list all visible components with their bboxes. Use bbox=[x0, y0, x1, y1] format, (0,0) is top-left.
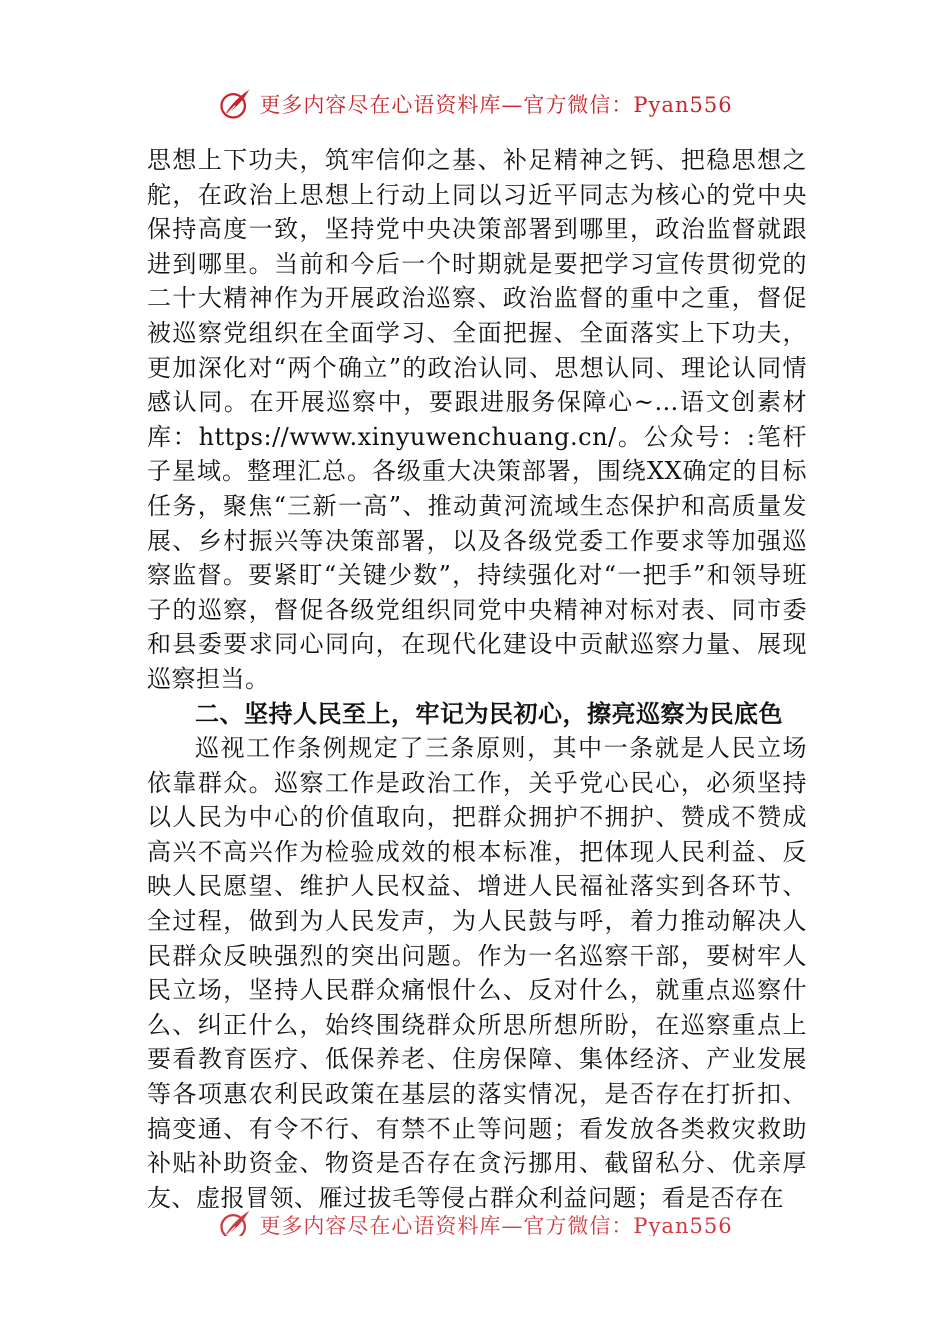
quill-pen-icon bbox=[217, 86, 253, 122]
footer-watermark-text: 更多内容尽在心语资料库—官方微信：Pyan556 bbox=[259, 1214, 733, 1236]
footer-watermark-banner bbox=[0, 1202, 950, 1236]
body-paragraph: 思想上下功夫，筑牢信仰之基、补足精神之钙、把稳思想之舵，在政治上思想上行动上同以习近平同志为核心的党中央保持高度一致，坚持党中央决策部署到哪里，政治监督就跟进到哪里。当前和今后一个时期就是要把学习宣传贯彻党的二十大精神作为开展政治巡察、政治监督的重中之重，督促被巡察党组织在全面学习、全面把握、全面落实上下功夫，更加深化对“两个确立”的政治认同、思想认同、理论认同情感认同。在开展巡察中，要跟进服务保障心~…语文创素材库：https://www.xinyuwenchuang.cn/。公众号：:笔杆子星域。整理汇总。各级重大决策部署，围绕XX确定的目标任务，聚焦“三新一高”、推动黄河流域生态保护和高质量发展、乡村振兴等决策部署，以及各级党委工作要求等加强巡察监督。要紧盯“关键少数”，持续强化对“一把手”和领导班子的巡察，督促各级党组织同党中央精神对标对表、同市委和县委要求同心同向，在现代化建设中贡献巡察力量、展现巡察担当。 bbox=[147, 146, 807, 693]
footer-watermark bbox=[217, 1207, 732, 1236]
quill-pen-icon bbox=[217, 1207, 253, 1236]
header-watermark bbox=[217, 86, 732, 122]
document-body bbox=[147, 143, 807, 1215]
header-watermark-text: 更多内容尽在心语资料库—官方微信：Pyan556 bbox=[259, 93, 733, 117]
section-heading: 二、坚持人民至上，牢记为民初心，擦亮巡察为民底色 bbox=[195, 699, 783, 728]
header-watermark-banner bbox=[0, 84, 950, 124]
body-paragraph: 巡视工作条例规定了三条原则，其中一条就是人民立场依靠群众。巡察工作是政治工作，关乎党心民心，必须坚持以人民为中心的价值取向，把群众拥护不拥护、赞成不赞成高兴不高兴作为检验成效的根本标准，把体现人民利益、反映人民愿望、维护人民权益、增进人民福祉落实到各环节、全过程，做到为人民发声，为人民鼓与呼，着力推动解决人民群众反映强烈的突出问题。作为一名巡察干部，要树牢人民立场，坚持人民群众痛恨什么、反对什么，就重点巡察什么、纠正什么，始终围绕群众所思所想所盼，在巡察重点上要看教育医疗、低保养老、住房保障、集体经济、产业发展等各项惠农利民政策在基层的落实情况，是否存在打折扣、搞变通、有令不行、有禁不止等问题；看发放各类救灾救助补贴补助资金、物资是否存在贪污挪用、截留私分、优亲厚友、虚报冒领、雁过拔毛等侵占群众利益问题；看是否存在 bbox=[147, 734, 807, 1212]
